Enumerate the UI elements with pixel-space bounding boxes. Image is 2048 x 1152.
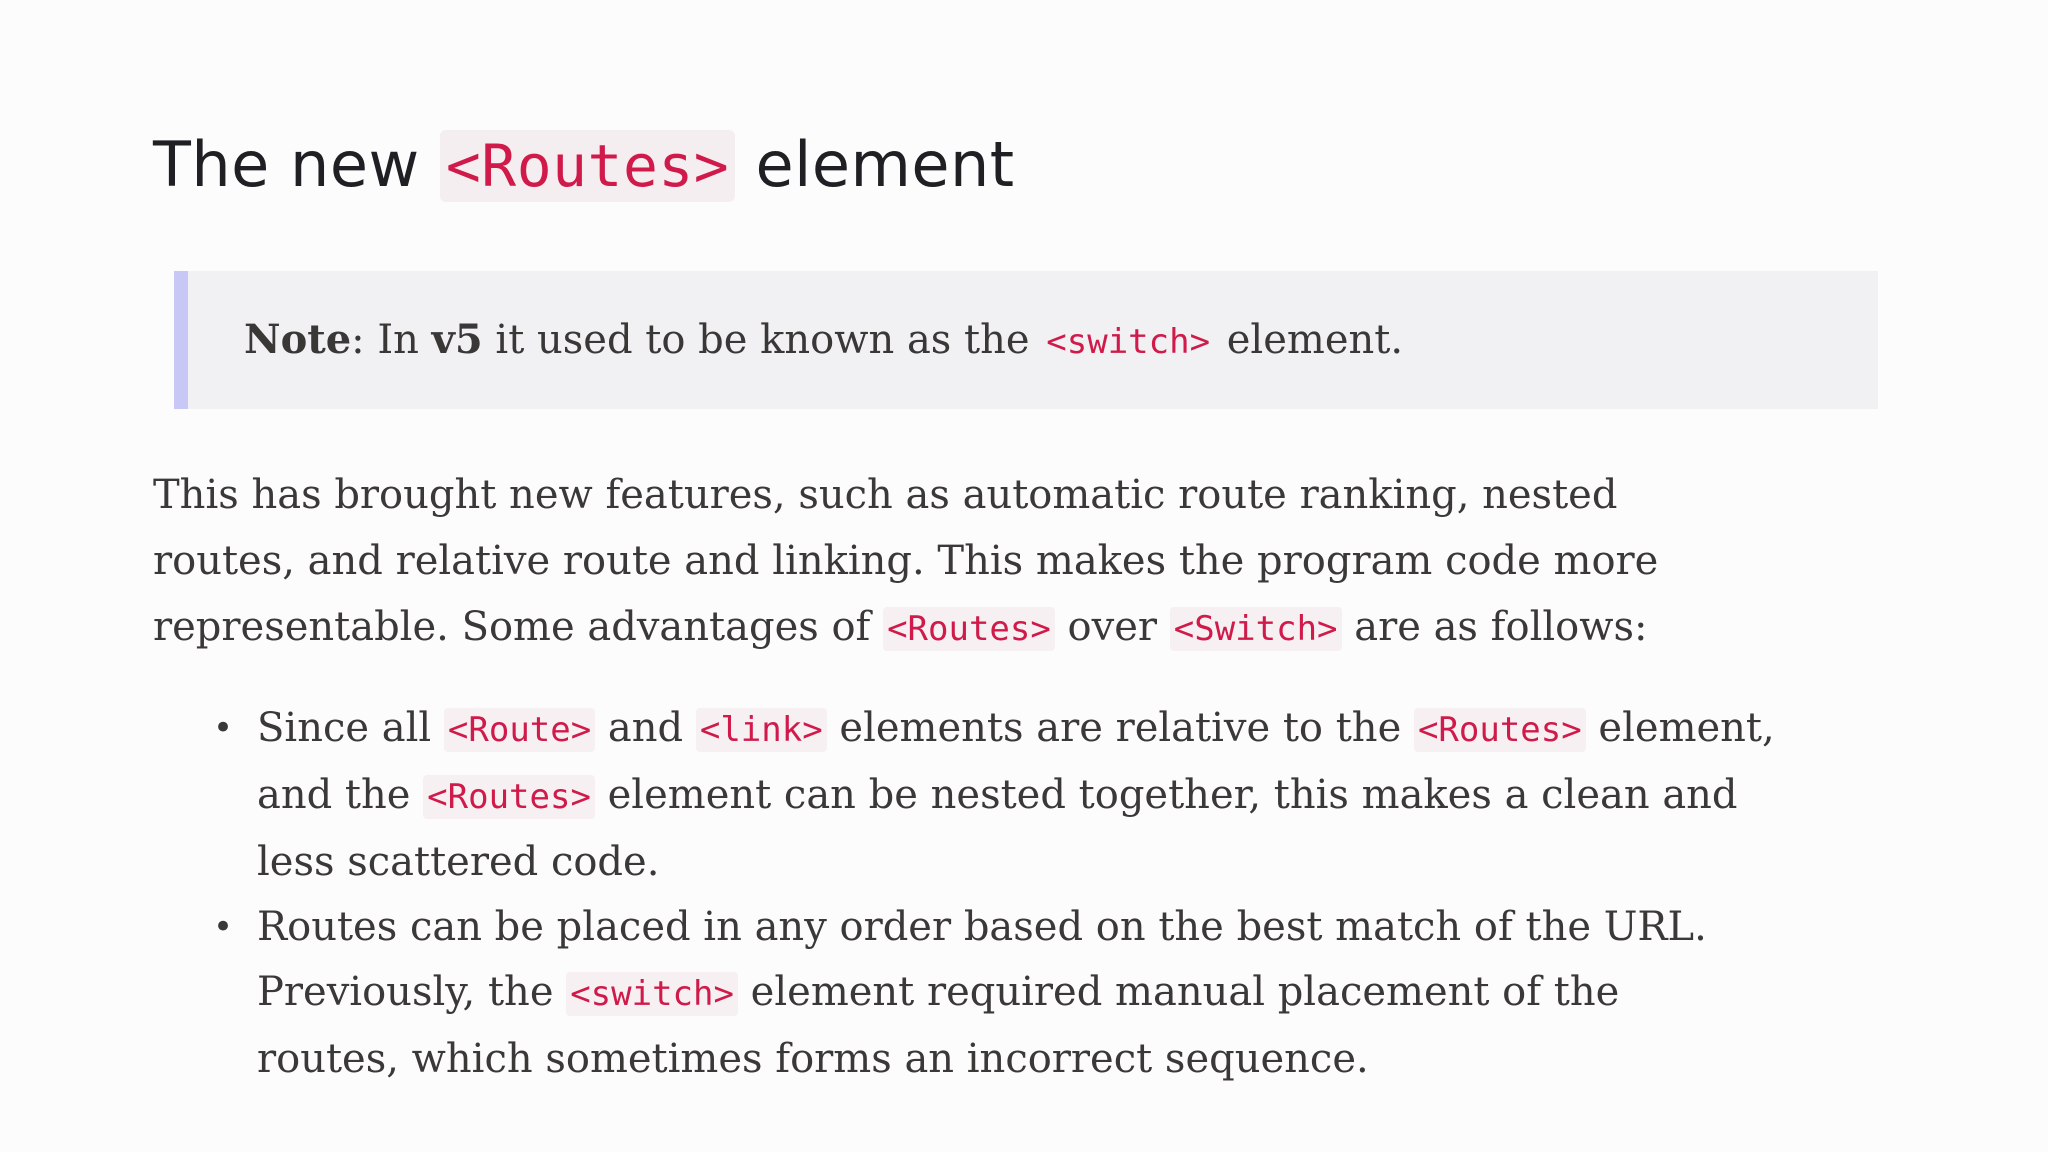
intro-paragraph — [153, 462, 1913, 662]
bullet-icon: • — [213, 708, 234, 748]
list-text: element required manual placement of the — [737, 969, 1620, 1015]
list-item — [153, 895, 1913, 1092]
code-switch: <switch> — [566, 972, 738, 1016]
code-link: <link> — [696, 708, 827, 752]
intro-end-text: are as follows: — [1341, 604, 1648, 650]
list-text: element, — [1585, 705, 1775, 751]
list-text: elements are relative to the — [826, 705, 1414, 751]
intro-line-2: routes, and relative route and linking. This makes the program code more — [153, 538, 1659, 584]
list-item-1-line-3: less scattered code. — [257, 839, 660, 885]
note-body-text: it used to be known as the — [482, 317, 1043, 363]
bullet-icon: • — [213, 907, 234, 947]
intro-middle-text: over — [1054, 604, 1170, 650]
intro-line-3 — [153, 594, 1913, 662]
note-end-text: element. — [1214, 317, 1404, 363]
intro-code-switch: <Switch> — [1170, 607, 1342, 651]
code-route: <Route> — [444, 708, 595, 752]
note-colon: : In — [351, 317, 432, 363]
title-text-before: The new — [153, 128, 440, 201]
list-item — [153, 696, 1913, 895]
list-item-1-line-1 — [257, 696, 1913, 763]
title-code-routes: <Routes> — [440, 130, 735, 202]
list-item-2-line-3: routes, which sometimes forms an incorrect sequence. — [257, 1036, 1369, 1082]
note-code-switch: <switch> — [1046, 322, 1211, 362]
code-routes: <Routes> — [423, 775, 595, 819]
advantages-list — [153, 696, 1913, 1092]
list-text: and — [595, 705, 696, 751]
intro-code-routes: <Routes> — [883, 607, 1055, 651]
title-text-after: element — [735, 128, 1015, 201]
note-label: Note — [244, 316, 352, 363]
note-text — [244, 313, 1403, 369]
note-version: v5 — [431, 316, 483, 363]
list-item-2-line-2 — [257, 960, 1913, 1027]
page-title — [153, 128, 1015, 203]
list-item-1-line-2 — [257, 763, 1913, 830]
list-text: Previously, the — [257, 969, 567, 1015]
list-text: Since all — [257, 705, 444, 751]
list-text: element can be nested together, this makes a clean and — [594, 772, 1738, 818]
note-callout — [174, 271, 1878, 409]
intro-line-3-text: representable. Some advantages of — [153, 604, 884, 650]
intro-line-1: This has brought new features, such as automatic route ranking, nested — [153, 472, 1618, 518]
list-item-2-line-1: Routes can be placed in any order based on the best match of the URL. — [257, 904, 1707, 950]
code-routes: <Routes> — [1414, 708, 1586, 752]
list-text: and the — [257, 772, 424, 818]
